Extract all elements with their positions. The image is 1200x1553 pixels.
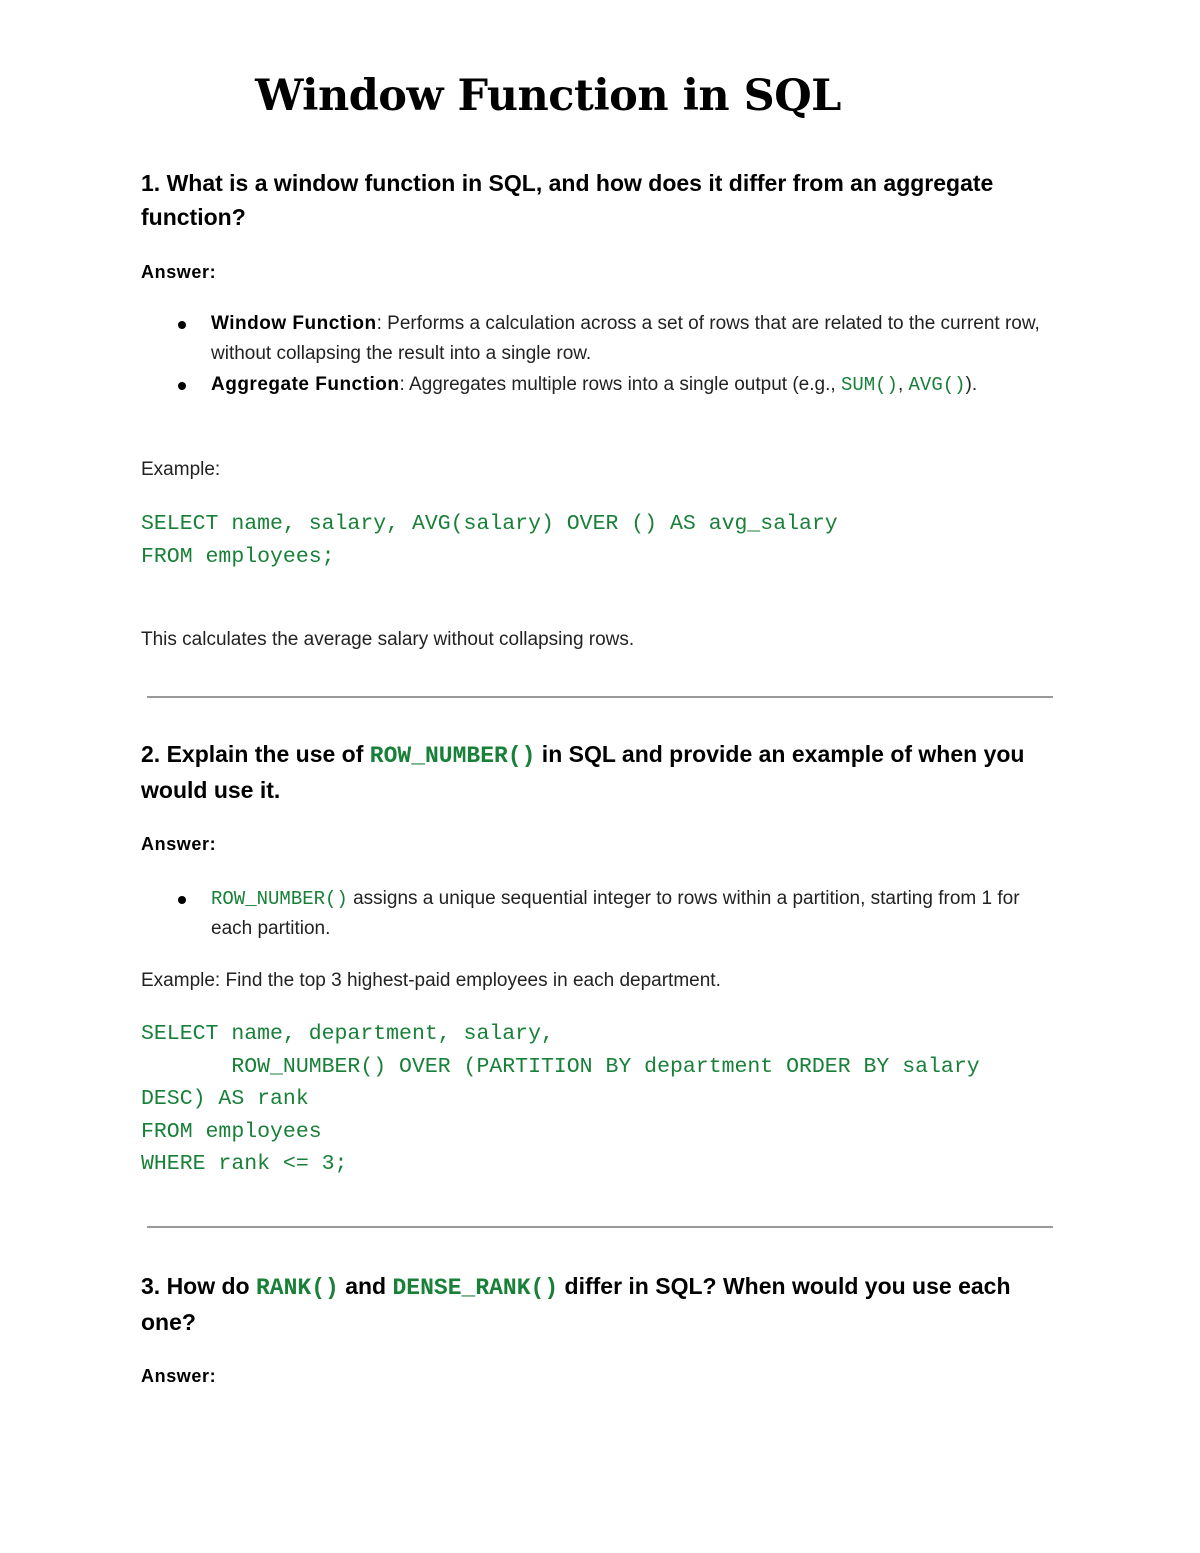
- question-2-heading: [141, 737, 1061, 807]
- list-item: [141, 309, 1041, 369]
- q2-bullet-list: [141, 884, 1041, 944]
- note-text: This calculates the average salary without collapsing rows.: [141, 629, 635, 650]
- text: assigns a unique sequential integer to rows within a partition, starting from 1 for each partition.: [211, 888, 1020, 939]
- q1-bullet-list: [141, 309, 1041, 400]
- term: Aggregate Function: [211, 374, 400, 395]
- text: in SQL and provide an example of when you would use it.: [141, 741, 1025, 803]
- answer-label: Answer:: [141, 1366, 217, 1386]
- definition: : Aggregates multiple rows into a single output (e.g.,: [399, 374, 841, 395]
- text: and: [338, 1273, 393, 1299]
- answer-label: Answer:: [141, 834, 217, 854]
- text: 3. How do: [141, 1273, 256, 1299]
- separator: ,: [897, 374, 909, 395]
- inline-code: AVG(): [908, 374, 966, 396]
- code-block: SELECT name, department, salary, ROW_NUMBER() OVER (PARTITION BY department ORDER BY salary DESC) AS rank FROM employees WHERE rank <= 3;: [141, 1022, 980, 1176]
- question-1-heading: 1. What is a window function in SQL, and how does it differ from an aggregate function?: [141, 170, 994, 230]
- answer-label: Answer:: [141, 262, 217, 282]
- inline-code: SUM(): [840, 374, 898, 396]
- divider: [147, 696, 1053, 698]
- example-label: Example:: [141, 459, 221, 480]
- term: Window Function: [211, 313, 377, 334]
- question-3-heading: [141, 1269, 1061, 1339]
- text: ).: [965, 374, 978, 395]
- inline-code: ROW_NUMBER(): [369, 743, 536, 769]
- code-block: SELECT name, salary, AVG(salary) OVER () AS avg_salary FROM employees;: [141, 512, 838, 569]
- text: 2. Explain the use of: [141, 741, 370, 767]
- inline-code: RANK(): [256, 1275, 339, 1301]
- divider: [147, 1226, 1053, 1228]
- inline-code: ROW_NUMBER(): [211, 888, 348, 910]
- list-item: [141, 370, 1041, 400]
- definition: : Performs a calculation across a set of rows that are related to the current row, without collapsing the result into a single row.: [211, 313, 1040, 364]
- list-item: [141, 884, 1041, 944]
- text: differ in SQL? When would you use each one?: [141, 1273, 1011, 1335]
- document-title: Window Function in SQL: [255, 71, 841, 121]
- inline-code: DENSE_RANK(): [392, 1275, 559, 1301]
- example-text: Example: Find the top 3 highest-paid employees in each department.: [141, 970, 721, 991]
